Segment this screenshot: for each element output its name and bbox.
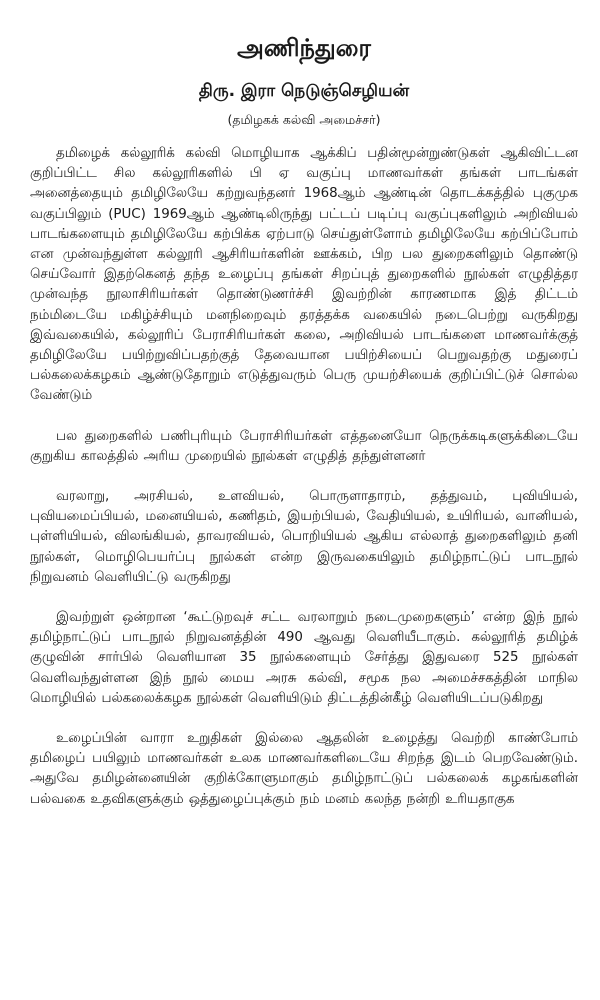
paragraph-5: உழைப்பின் வாரா உறுதிகள் இல்லை ஆதலின் உழைத்து வெற்றி காண்போம் தமிழைப் பயிலும் மாணவர்கள் உலக மாணவர்களிடையே சிறந்த இடம் பெறவேண்டும். அதுவே தமிழன்னையின் குறிக்கோளுமாகும் தமிழ்நாட்டுப் பல்கலைக் கழகங்களின் பல்வகை உதவிகளுக்கும் ஒத்துழைப்புக்கும் நம் மனம் கலந்த நன்றி உரியதாகுக bbox=[30, 731, 578, 807]
paragraph-3: வரலாறு, அரசியல், உளவியல், பொருளாதாரம், தத்துவம், புவியியல், புவியமைப்பியல், மனையியல், கணிதம், இயற்பியல், வேதியியல், உயிரியல், வானியல், புள்ளியியல், விலங்கியல், தாவரவியல், பொறியியல் ஆகிய எல்லாத் துறைகளிலும் தனி நூல்கள், மொழிபெயர்ப்பு நூல்கள் என்ற இருவகையிலும் தமிழ்நாட்டுப் பாடநூல் நிறுவனம் வெளியிட்டு வருகிறது bbox=[30, 489, 578, 585]
page-title: அணிந்துரை bbox=[237, 34, 371, 62]
paragraph-1: தமிழைக் கல்லூரிக் கல்வி மொழியாக ஆக்கிப் பதின்மூன்றுண்டுகள் ஆகிவிட்டன குறிப்பிட்ட சில கல்லூரிகளில் பி ஏ வகுப்பு மாணவர்கள் தங்கள் பாடங்கள் அனைத்தையும் தமிழிலேயே கற்றுவந்தனர் 1968ஆம் ஆண்டின் தொடக்கத்தில் புகுமுக வகுப்பிலும் (PUC) 1969ஆம் ஆண்டிலிருந்து பட்டப் படிப்பு வகுப்புகளிலும் அறிவியல் பாடங்களையும் தமிழிலேயே கற்பிக்க ஏற்பாடு செய்துள்ளோம் தமிழிலேயே கற்பிப்போம் என முன்வந்துள்ள கல்லூரி ஆசிரியர்களின் ஊக்கம், பிற பல துறைகளிலும் தொண்டு செய்வோர் இதற்கெனத் தந்த உழைப்பு தங்கள் சிறப்புத் துறைகளில் நூல்கள் எழுதித்தர முன்வந்த நூலாசிரியர்கள் தொண்டுணர்ச்சி இவற்றின் காரணமாக இத் திட்டம் நம்மிடையே மகிழ்ச்சியும் மனநிறைவும் தரத்தக்க வகையில் நடைபெற்று வருகிறது இவ்வகையில், கல்லூரிப் பேராசிரியர்கள் கலை, அறிவியல் பாடங்களை மாணவர்க்குத் தமிழிலேயே பயிற்றுவிப்பதற்குத் தேவையான பயிற்சியைப் பெறுவதற்கு மதுரைப் பல்கலைக்கழகம் ஆண்டுதோறும் எடுத்துவரும் பெரு முயற்சியைக் குறிப்பிட்டுச் சொல்ல வேண்டும் bbox=[30, 146, 578, 404]
author-designation: (தமிழகக் கல்வி அமைச்சர்) bbox=[227, 112, 381, 127]
author-name: திரு. இரா நெடுஞ்செழியன் bbox=[198, 81, 410, 101]
paragraph-2: பல துறைகளில் பணிபுரியும் பேராசிரியர்கள் எத்தனையோ நெருக்கடிகளுக்கிடையே குறுகிய காலத்தில் அரிய முறையில் நூல்கள் எழுதித் தந்துள்ளனர் bbox=[30, 428, 578, 464]
paragraph-4: இவற்றுள் ஒன்றான ‘கூட்டுறவுச் சட்ட வரலாறும் நடைமுறைகளும்’ என்ற இந் நூல் தமிழ்நாட்டுப் பாடநூல் நிறுவனத்தின் 490 ஆவது வெளியீடாகும். கல்லூரித் தமிழ்க் குழுவின் சார்பில் வெளியான 35 நூல்களையும் சேர்த்து இதுவரை 525 நூல்கள் வெளிவந்துள்ளன இந் நூல் மைய அரசு கல்வி, சமூக நல அமைச்சகத்தின் மாநில மொழியில் பல்கலைக்கழக நூல்கள் வெளியிடும் திட்டத்தின்கீழ் வெளியிடப்படுகிறது bbox=[30, 610, 578, 706]
document-body bbox=[30, 144, 578, 810]
